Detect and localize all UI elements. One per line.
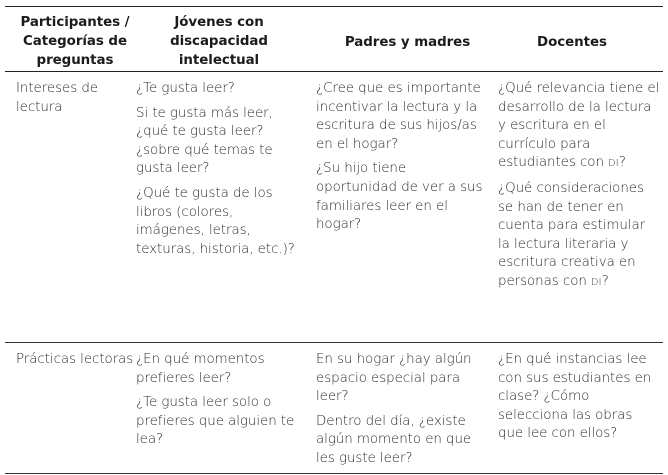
- table-row-reading-interests: [5, 72, 663, 343]
- question-text: ¿Cree que es importante incentivar la lectura y la escritura de sus hijos/as en el hogar?: [316, 81, 481, 152]
- teachers-questions-cell: [498, 351, 660, 450]
- question-text: Dentro del día, ¿existe algún momento en que les guste leer?: [316, 413, 472, 466]
- question-text-end: ?: [618, 155, 626, 171]
- header-youth-intellectual-disability: Jóvenes con discapacidad intelectual: [170, 15, 268, 68]
- question-text: [498, 80, 660, 174]
- parents-questions-cell: [316, 80, 491, 241]
- question-text: Si te gusta más leer, ¿qué te gusta leer? ¿sobre qué temas te gusta leer?: [136, 105, 273, 177]
- question-text: ¿En qué momentos prefieres leer?: [136, 352, 265, 386]
- question-text-start: ¿Qué consideraciones se han de tener en cuenta para estimular la lectura literaria y escritura creativa en personas con: [498, 180, 646, 289]
- question-text: [498, 180, 660, 293]
- category-cell: Prácticas lectoras: [16, 352, 134, 367]
- abbreviation-di: DI: [608, 158, 619, 170]
- table-row-reading-practices: [5, 343, 663, 474]
- question-text: ¿Su hijo tiene oportunidad de ver a sus familiares leer en el hogar?: [316, 161, 483, 233]
- parents-questions-cell: [316, 351, 491, 475]
- category-cell: Intereses de lectura: [16, 81, 98, 115]
- questions-table: [5, 6, 663, 474]
- header-parents: Padres y madres: [344, 35, 471, 50]
- question-text: ¿En qué instancias lee con sus estudiantes en clase? ¿Cómo selecciona las obras que lee con ellos?: [498, 352, 652, 442]
- question-text: ¿Te gusta leer?: [136, 81, 235, 96]
- youth-questions-cell: [136, 351, 304, 456]
- abbreviation-di: DI: [591, 276, 602, 288]
- question-text: En su hogar ¿hay algún espacio especial para leer?: [316, 352, 472, 405]
- table-header-row: [5, 7, 663, 72]
- youth-questions-cell: [136, 80, 304, 265]
- header-teachers: Docentes: [537, 35, 607, 50]
- question-text-start: ¿Qué relevancia tiene el desarrollo de la lectura y escritura en el currículo para estudiantes con: [498, 81, 660, 171]
- teachers-questions-cell: [498, 80, 660, 299]
- question-text: ¿Te gusta leer solo o prefieres que alguien te lea?: [136, 395, 295, 448]
- header-participants-categories: Participantes / Categorías de preguntas: [20, 15, 130, 68]
- question-text: ¿Qué te gusta de los libros (colores, imágenes, letras, texturas, historia, etc.)?: [136, 185, 295, 257]
- question-text-end: ?: [601, 273, 609, 289]
